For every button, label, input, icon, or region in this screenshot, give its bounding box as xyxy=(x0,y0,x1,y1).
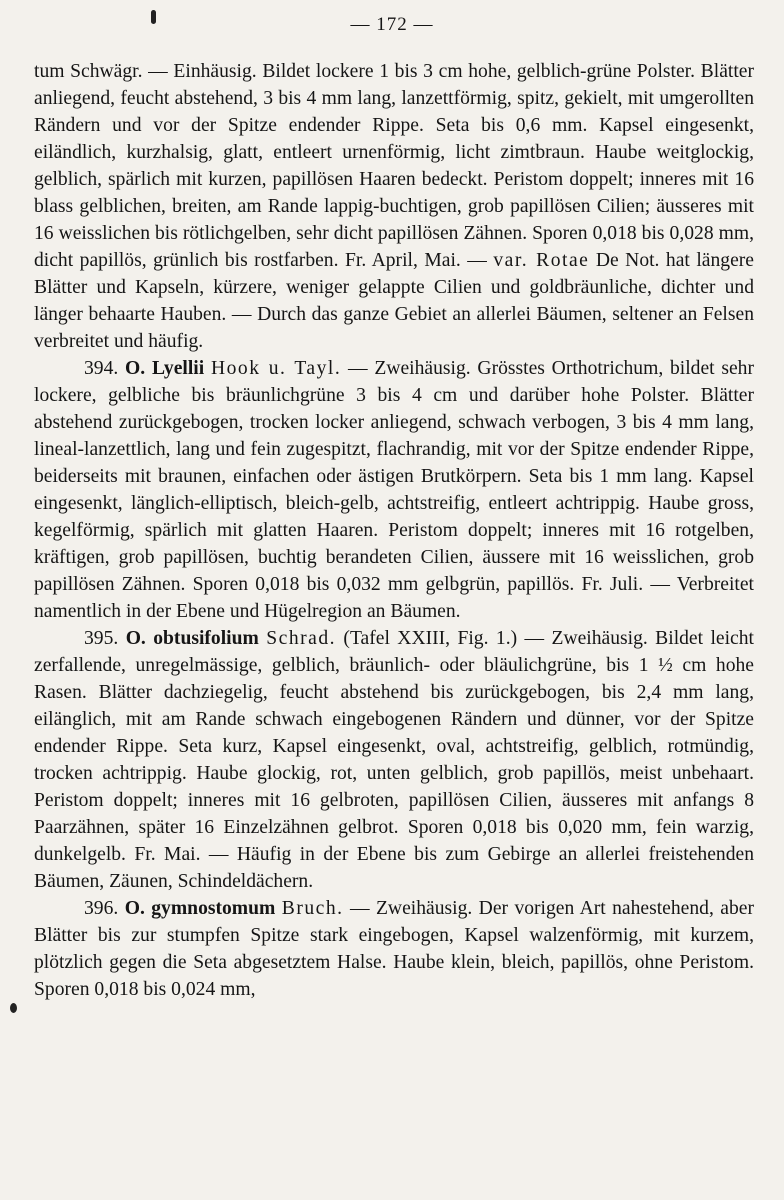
genus-abbrev: O. xyxy=(125,358,146,379)
body-text xyxy=(34,58,754,1003)
author-citation: Bruch. xyxy=(281,898,344,919)
paragraph-text: (Tafel XXIII, Fig. 1.) — Zweihäusig. Bildet leicht zerfallende, unregelmässige, gelblich, bräunlich- oder bläulichgrüne, bis 1 ½ cm hohe Rasen. Blätter dachziegelig, feucht abstehend bis zurückgebogen, bis 2,4 mm lang, eilänglich, mit am Rande schwach eingebogenen Rändern und dünner, vor der Spitze endender Rippe. Seta kurz, Kapsel eingesenkt, oval, achtstreifig, gelblich, rotmündig, trocken achtrippig. Haube glockig, rot, unten gelblich, grob papillös, meist unbehaart. Peristom doppelt; inneres mit 16 gelbroten, papillösen Cilien, äusseres mit anfangs 8 Paarzähnen, später 16 Einzelzähnen gelbrot. Sporen 0,018 bis 0,020 mm, fein warzig, dunkelgelb. Fr. Mai. — Häufig in der Ebene bis zum Gebirge an allerlei freistehenden Bäumen, Zäunen, Schindeldächern. xyxy=(34,628,754,892)
paragraph-continuation xyxy=(34,58,754,355)
species-name: obtusifolium xyxy=(153,628,259,649)
page-number-header: — 172 — xyxy=(350,14,434,35)
paragraph-text: De Not. hat längere Blätter und Kapseln, kürzere, weniger gelappte Cilien und goldbräunliche, dichter und länger behaarte Hauben. — Durch das ganze Gebiet an allerlei Bäumen, seltener an Felsen verbreitet und häufig. xyxy=(34,250,754,352)
ink-speck xyxy=(10,1003,17,1013)
paragraph-text: — Zweihäusig. Grösstes Orthotrichum, bildet sehr lockere, gelbliche bis bräunlichgrüne 3 bis 4 cm und darüber hohe Polster. Blätter abstehend zurückgebogen, trocken locker anliegend, schwach verbogen, 3 bis 4 mm lang, lineal-lanzettlich, lang und fein zugespitzt, flachrandig, mit vor der Spitze endender Rippe, beiderseits mit braunen, einfachen oder ästigen Brutkörpern. Seta bis 1 mm lang. Kapsel eingesenkt, länglich-elliptisch, bleich-gelb, achtstreifig, entleert achtrippig. Haube gross, kegelförmig, spärlich mit glatten Haaren. Peristom doppelt; inneres mit 16 rotgelben, kräftigen, grob papillösen, buchtig berandeten Cilien, äussere mit 16 weisslichen, grob papillösen Zähnen. Sporen 0,018 bis 0,032 mm gelbgrün, papillös. Fr. Juli. — Verbreitet namentlich in der Ebene und Hügelregion an Bäumen. xyxy=(34,358,754,622)
entry-number: 394. xyxy=(84,358,119,379)
species-name: Lyellii xyxy=(151,358,205,379)
species-entry-395 xyxy=(34,625,754,895)
entry-number: 396. xyxy=(84,898,119,919)
species-entry-396 xyxy=(34,895,754,1003)
author-citation: Hook u. Tayl. xyxy=(210,358,342,379)
species-name: gymnostomum xyxy=(151,898,276,919)
variety-label: var. Rotae xyxy=(493,250,590,271)
species-entry-394 xyxy=(34,355,754,625)
genus-abbrev: O. xyxy=(124,898,145,919)
paragraph-text: — Zweihäusig. Der vorigen Art nahestehend, aber Blätter bis zur stumpfen Spitze stark eingebogen, Kapsel walzenförmig, mit kurzem, plötzlich gegen die Seta abgesetztem Halse. Haube klein, bleich, papillös, ohne Peristom. Sporen 0,018 bis 0,024 mm, xyxy=(34,898,754,1000)
genus-abbrev: O. xyxy=(125,628,146,649)
author-citation: Schrad. xyxy=(266,628,337,649)
entry-number: 395. xyxy=(84,628,119,649)
paragraph-text: tum Schwägr. — Einhäusig. Bildet lockere 1 bis 3 cm hohe, gelblich-grüne Polster. Blätter anliegend, feucht abstehend, 3 bis 4 mm lang, lanzettförmig, spitz, gekielt, mit umgerollten Rändern und vor der Spitze endender Rippe. Seta bis 0,6 mm. Kapsel eingesenkt, eiländlich, kurzhalsig, glatt, entleert urnenförmig, licht zimtbraun. Haube weitglockig, gelblich, spärlich mit kurzen, papillösen Haaren bedeckt. Peristom doppelt; inneres mit 16 blass gelblichen, breiten, am Rande lappig-buchtigen, grob papillösen Cilien; äusseres mit 16 weisslichen bis rötlichgelben, sehr dicht papillösen Zähnen. Sporen 0,018 bis 0,028 mm, dicht papillös, grünlich bis rostfarben. Fr. April, Mai. — xyxy=(34,61,754,271)
